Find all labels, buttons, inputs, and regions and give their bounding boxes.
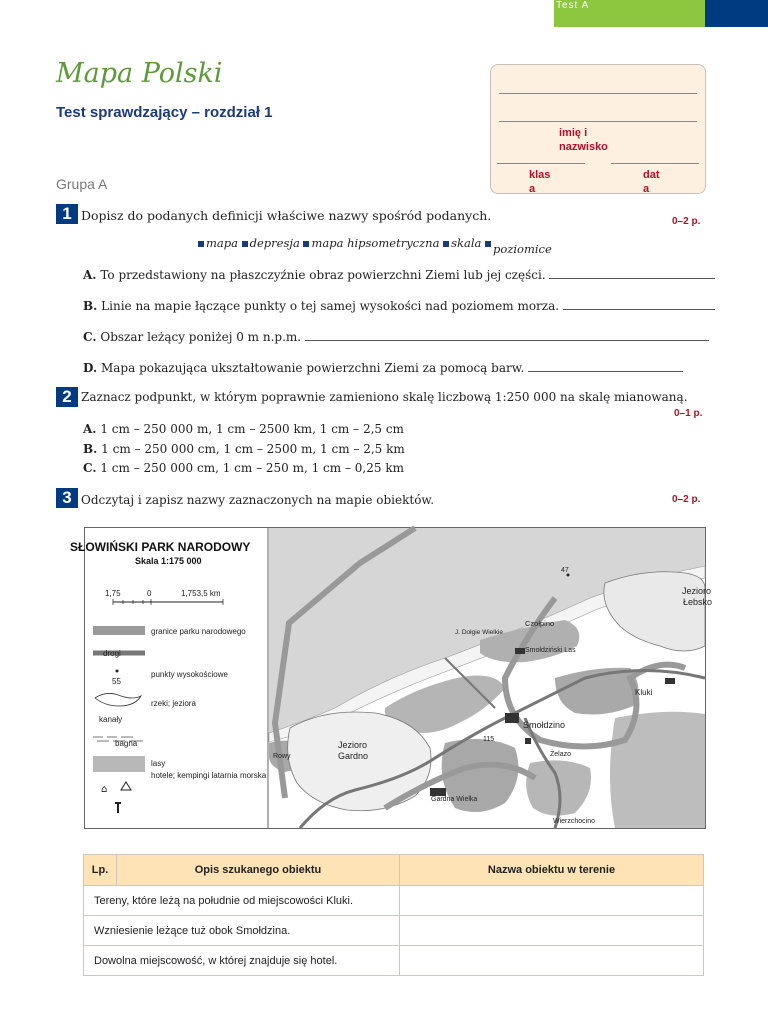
map-scale: Skala 1:175 000 (135, 556, 202, 566)
task-1-item-c (83, 330, 709, 344)
task-3-points: 0–2 p. (672, 494, 701, 505)
task-2-option-b[interactable] (83, 442, 405, 456)
class-label: klas a (529, 169, 551, 195)
word-mapa-hipsometryczna: mapa hipsometryczna (311, 236, 440, 250)
label-gardno-2: Gardno (338, 751, 369, 761)
bullet-square-icon (485, 241, 491, 247)
item-letter: A. (83, 268, 97, 282)
task-1-item-a (83, 268, 715, 282)
label-dolgie: J. Dołgie Wielkie (455, 629, 504, 636)
class-line[interactable] (497, 163, 585, 164)
name-box (490, 64, 706, 194)
task-2-points: 0–1 p. (674, 408, 703, 419)
date-label: dat a (643, 169, 660, 195)
legend-forests: lasy (151, 759, 166, 768)
legend-roads: drogi (103, 649, 121, 658)
table-row (84, 916, 704, 946)
name-line-2[interactable] (499, 121, 697, 122)
scale-tick-2: 0 (147, 589, 152, 598)
item-letter: D. (83, 361, 98, 375)
option-text: 1 cm – 250 000 cm, 1 cm – 250 m, 1 cm – 0,25 km (100, 461, 404, 475)
legend-elevation-dot (116, 670, 119, 673)
item-text: Obszar leżący poniżej 0 m n.p.m. (100, 330, 302, 344)
table-row (84, 886, 704, 916)
legend-forest-symbol (93, 756, 145, 772)
label-rowy: Rowy (273, 753, 291, 760)
item-letter: B. (83, 299, 98, 313)
park-map (70, 527, 713, 829)
map-title: SŁOWIŃSKI PARK NARODOWY (70, 540, 251, 554)
item-letter: C. (83, 330, 97, 344)
label-smoldzinski-las: Smołdziński Las (525, 647, 576, 654)
label-kluki: Kluki (635, 688, 653, 697)
bullet-square-icon (242, 241, 248, 247)
label-smoldzino: Smołdzino (523, 720, 566, 730)
label-zelazo: Żelazo (550, 751, 572, 758)
scale-tick-1: 1,75 (105, 589, 121, 598)
label-gardno-1: Jezioro (338, 740, 368, 750)
label-lebsko-1: Jezioro (682, 586, 712, 596)
date-line[interactable] (611, 163, 699, 164)
map-area (269, 528, 705, 828)
option-letter: C. (83, 461, 97, 475)
test-tag: Test A (556, 0, 590, 11)
row-description: Dowolna miejscowość, w której znajduje się hotel. (84, 946, 400, 976)
label-47: 47 (561, 567, 569, 574)
row-answer-cell[interactable] (400, 886, 704, 916)
page-subtitle: Test sprawdzający – rozdział 1 (56, 104, 273, 121)
option-text: 1 cm – 250 000 cm, 1 cm – 2500 m, 1 cm – 2,5 km (101, 442, 405, 456)
answer-table (83, 854, 704, 976)
option-text: 1 cm – 250 000 m, 1 cm – 2500 km, 1 cm – 2,5 cm (100, 422, 404, 436)
word-mapa: mapa (206, 236, 238, 250)
task-1-item-b (83, 299, 715, 313)
item-text: To przedstawiony na płaszczyźnie obraz powierzchni Ziemi lub jej części. (100, 268, 546, 282)
group-label: Grupa A (56, 176, 108, 192)
word-bank (198, 236, 552, 256)
label-115: 115 (483, 736, 495, 743)
row-answer-cell[interactable] (400, 946, 704, 976)
task-1-points: 0–2 p. (672, 216, 701, 227)
task-3-number: 3 (56, 488, 78, 508)
legend-canals: kanały (99, 715, 123, 724)
header-bar-blue (705, 0, 768, 27)
hotel-icon: ⌂ (101, 784, 108, 795)
label-gardna-wielka: Gardna Wielka (431, 796, 478, 803)
task-2-option-a[interactable] (83, 422, 404, 436)
legend-rivers: rzeki; jeziora (151, 699, 196, 708)
item-text: Mapa pokazująca ukształtowanie powierzchni Ziemi za pomocą barw. (100, 361, 525, 375)
word-depresja: depresja (249, 236, 300, 250)
name-label: imię i nazwisko (559, 127, 608, 153)
legend-elevation-sample: 55 (112, 677, 121, 686)
word-poziomice: poziomice (493, 242, 552, 256)
table-row (84, 946, 704, 976)
row-answer-cell[interactable] (400, 916, 704, 946)
item-text: Linie na mapie łączące punkty o tej samej wysokości nad poziomem morza. (101, 299, 560, 313)
option-letter: B. (83, 442, 98, 456)
col-header-description: Opis szukanego obiektu (117, 855, 400, 886)
task-2-option-c[interactable] (83, 461, 404, 475)
label-czolpino: Czołpino (525, 619, 555, 628)
legend-swamps: bagna (115, 739, 138, 748)
legend-hotels: hotele; kempingi latarnia morska (151, 771, 267, 780)
legend-boundary-symbol (93, 626, 145, 635)
task-3-instruction: Odczytaj i zapisz nazwy zaznaczonych na mapie obiektów. (81, 493, 435, 507)
answer-line-a[interactable] (549, 268, 715, 279)
name-line-1[interactable] (499, 93, 697, 94)
task-2-number: 2 (56, 387, 78, 407)
task-2-instruction: Zaznacz podpunkt, w którym poprawnie zamieniono skalę liczbową 1:250 000 na skalę mianowaną. (81, 390, 688, 404)
task-1-instruction: Dopisz do podanych definicji właściwe nazwy spośród podanych. (81, 208, 492, 223)
option-letter: A. (83, 422, 97, 436)
answer-line-d[interactable] (528, 361, 683, 372)
task-1-item-d (83, 361, 683, 375)
answer-line-b[interactable] (563, 299, 715, 310)
task-1-number: 1 (56, 204, 78, 224)
page-title: Mapa Polski (56, 58, 223, 89)
label-lebsko-2: Łebsko (683, 597, 713, 607)
row-description: Tereny, które leżą na południe od miejscowości Kluki. (84, 886, 400, 916)
bullet-square-icon (443, 241, 449, 247)
word-skala: skala (451, 236, 482, 250)
legend-elevation: punkty wysokościowe (151, 670, 228, 679)
legend-boundary: granice parku narodowego (151, 627, 246, 636)
bullet-square-icon (303, 241, 309, 247)
col-header-name: Nazwa obiektu w terenie (400, 855, 704, 886)
row-description: Wzniesienie leżące tuż obok Smołdzina. (84, 916, 400, 946)
answer-line-c[interactable] (305, 330, 709, 341)
scale-tick-3: 1,753,5 km (181, 589, 221, 598)
bullet-square-icon (198, 241, 204, 247)
col-header-lp: Lp. (84, 855, 117, 886)
label-wierzchocino: Wierzchocino (553, 818, 596, 825)
